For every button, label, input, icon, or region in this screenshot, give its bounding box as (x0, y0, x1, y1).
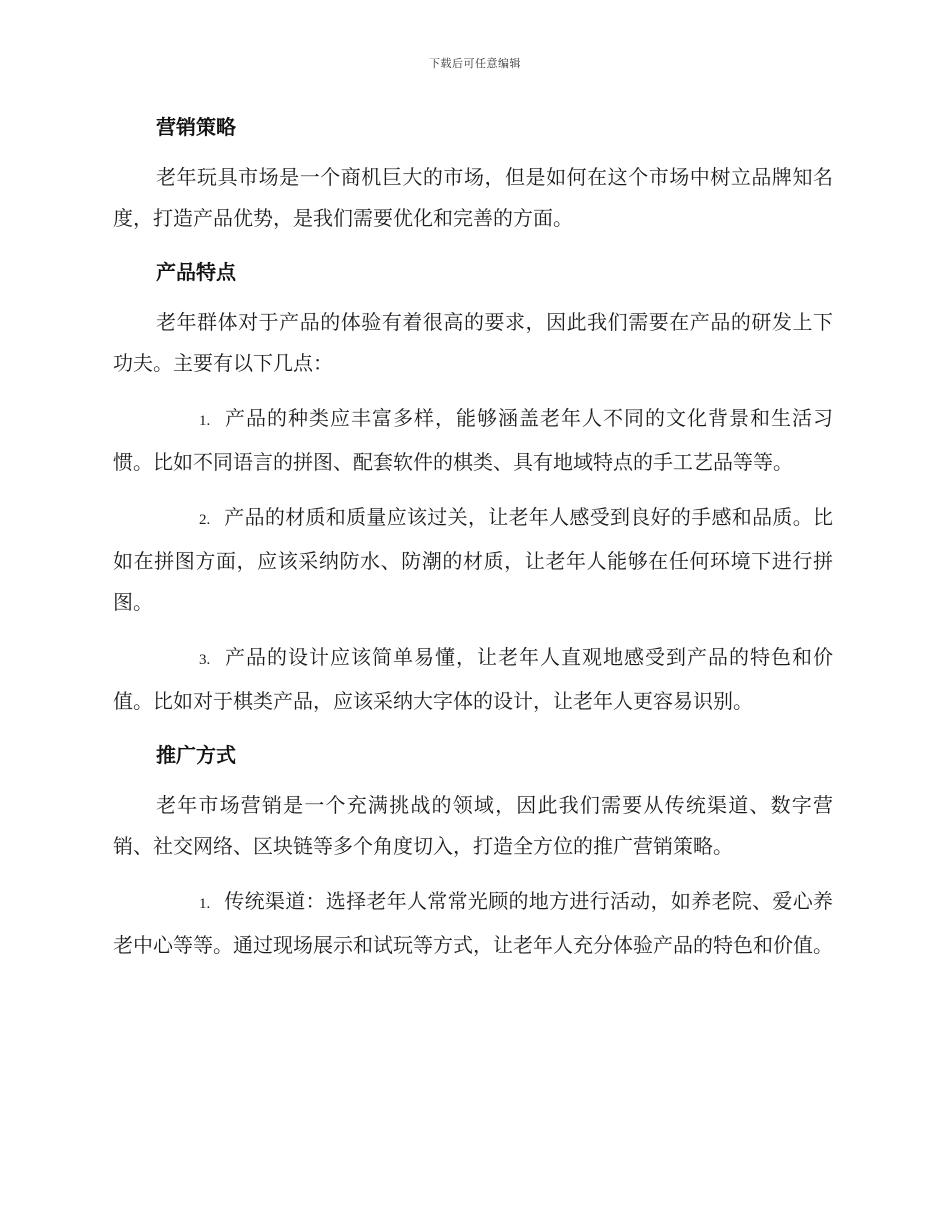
list-item-text: 产品的种类应丰富多样，能够涵盖老年人不同的文化背景和生活习惯。比如不同语言的拼图、配套软件的棋类、具有地域特点的手工艺品等等。 (113, 406, 833, 474)
list-item (113, 637, 833, 722)
document-body (113, 108, 833, 980)
list-item (113, 398, 833, 483)
paragraph-marketing-strategy: 老年玩具市场是一个商机巨大的市场，但是如何在这个市场中树立品牌知名度，打造产品优势，是我们需要优化和完善的方面。 (113, 165, 833, 230)
list-item-text: 产品的设计应该简单易懂，让老年人直观地感受到产品的特色和价值。比如对于棋类产品，应该采纳大字体的设计，让老年人更容易识别。 (113, 645, 833, 713)
page-header: 下载后可任意编辑 (429, 57, 521, 70)
section-heading-product-features: 产品特点 (156, 260, 236, 284)
list-item-number: 3. (199, 652, 211, 668)
paragraph-product-features: 老年群体对于产品的体验有着很高的要求，因此我们需要在产品的研发上下功夫。主要有以下几点： (113, 310, 833, 375)
list-item-number: 2. (199, 512, 211, 528)
list-item (113, 881, 833, 966)
list-item-number: 1. (199, 413, 211, 429)
list-item (113, 497, 833, 623)
list-item-text: 传统渠道：选择老年人常常光顾的地方进行活动，如养老院、爱心养老中心等等。通过现场展示和试玩等方式，让老年人充分体验产品的特色和价值。 (113, 889, 833, 957)
list-item-number: 1. (199, 896, 211, 912)
list-item-text: 产品的材质和质量应该过关，让老年人感受到良好的手感和品质。比如在拼图方面，应该采纳防水、防潮的材质，让老年人能够在任何环境下进行拼图。 (113, 505, 833, 614)
section-heading-marketing-strategy: 营销策略 (156, 115, 236, 139)
section-heading-promotion: 推广方式 (156, 743, 236, 767)
paragraph-promotion: 老年市场营销是一个充满挑战的领域，因此我们需要从传统渠道、数字营销、社交网络、区块链等多个角度切入，打造全方位的推广营销策略。 (113, 793, 833, 858)
